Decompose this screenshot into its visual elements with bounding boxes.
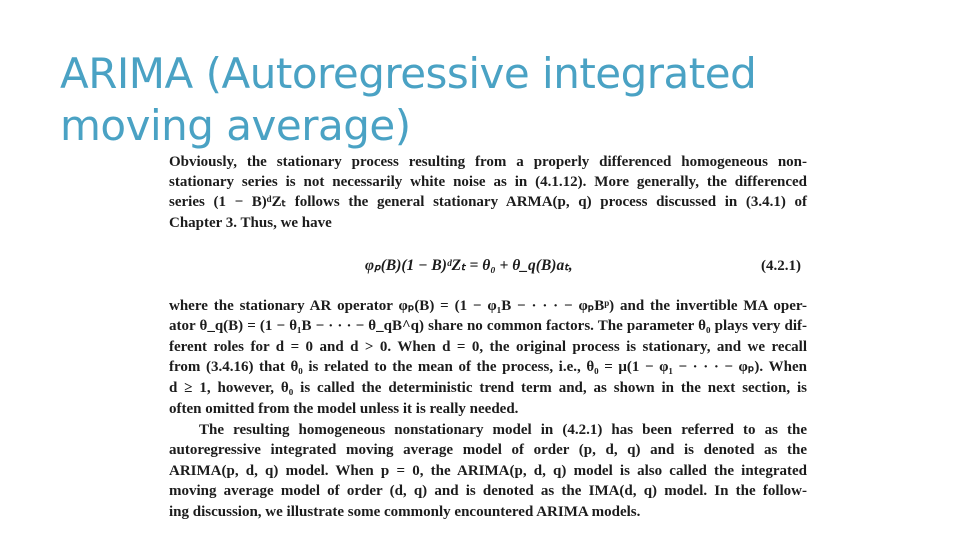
text-line: Obviously, the stationary process resulting from a properly differenced homogeneous non- — [169, 154, 807, 170]
text-line: ing discussion, we illustrate some commonly encountered ARIMA models. — [169, 504, 641, 520]
text-line: ARIMA(p, d, q) model. When p = 0, the ARIMA(p, d, q) model is also called the integrated — [169, 463, 807, 479]
slide-title — [60, 48, 900, 152]
text-line: d ≥ 1, however, θ₀ is called the deterministic trend term and, as shown in the next section, is — [169, 380, 807, 396]
text-line: stationary series is not necessarily white noise as in (4.1.12). More generally, the differenced — [169, 174, 807, 190]
text-line: moving average model of order (d, q) and is denoted as the IMA(d, q) model. In the follow- — [169, 483, 807, 499]
equation-number: (4.2.1) — [761, 258, 801, 274]
text-line: often omitted from the model unless it is really needed. — [169, 401, 519, 417]
text-line: series (1 − B)ᵈZₜ follows the general stationary ARMA(p, q) process discussed in (3.4.1) of — [169, 194, 807, 210]
text-line: where the stationary AR operator φₚ(B) = (1 − φ₁B − · · · − φₚBᵖ) and the invertible MA oper- — [169, 298, 807, 314]
text-line: ator θ_q(B) = (1 − θ₁B − · · · − θ_qB^q) share no common factors. The parameter θ₀ plays very dif- — [169, 318, 807, 334]
text-line: The resulting homogeneous nonstationary model in (4.2.1) has been referred to as the — [199, 422, 807, 438]
slide-title-line-1: ARIMA (Autoregressive integrated — [60, 49, 757, 98]
text-line: Chapter 3. Thus, we have — [169, 215, 332, 231]
equation: φₚ(B)(1 − B)ᵈZₜ = θ₀ + θ_q(B)aₜ, — [365, 257, 573, 274]
scanned-textbook-excerpt — [165, 150, 807, 530]
text-line: ferent roles for d = 0 and d > 0. When d = 0, the original process is stationary, and we recall — [169, 339, 807, 355]
slide-title-line-2: moving average) — [60, 101, 411, 150]
text-line: autoregressive integrated moving average model of order (p, d, q) and is denoted as the — [169, 442, 807, 458]
text-line: from (3.4.16) that θ₀ is related to the mean of the process, i.e., θ₀ = μ(1 − φ₁ − · · · − φₚ). When — [169, 359, 807, 375]
